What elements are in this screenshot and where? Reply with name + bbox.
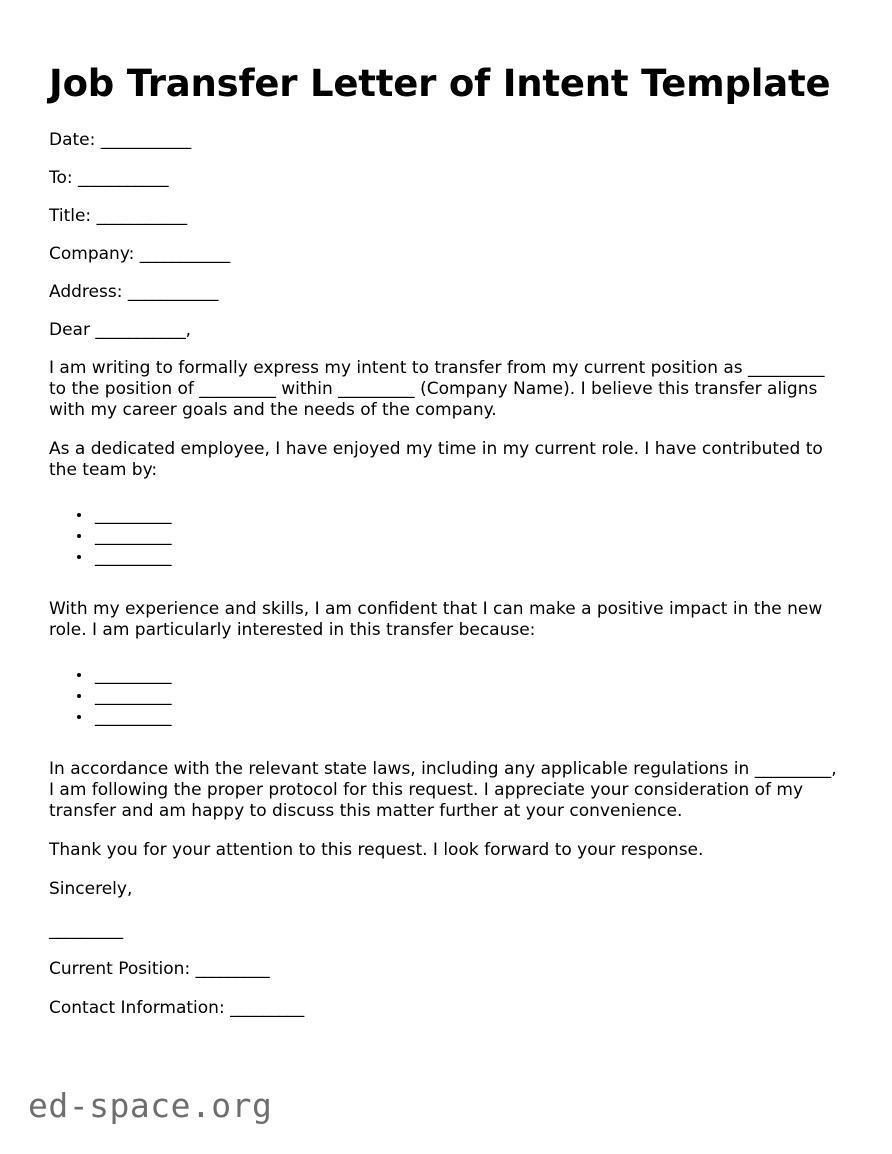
field-row-address [49,282,845,303]
current-position-label: Current Position: [49,959,191,979]
bullet-list-contributions [49,505,845,567]
bullet-list-reasons [49,665,845,727]
paragraph-skills-intro: With my experience and skills, I am confident that I can make a positive impact in the new role. I am particularly interested in this transfer because: [49,599,823,640]
contact-information-row [49,998,845,1019]
field-row-title [49,206,845,227]
spacer [49,497,845,505]
field-row-to [49,168,845,189]
paragraph-contributions-intro: As a dedicated employee, I have enjoyed my time in my current role. I have contributed to the team by: [49,439,823,480]
list-item[interactable]: _________ [49,707,845,727]
document-content [49,0,845,1037]
field-row-company [49,244,845,265]
current-position-row [49,959,845,980]
list-item[interactable]: _________ [49,505,845,525]
field-label-title: Title: [49,206,92,226]
field-row-date [49,130,845,151]
list-item[interactable]: _________ [49,686,845,706]
field-label-company: Company: [49,244,135,264]
spacer [49,657,845,665]
signature-blank[interactable]: _________ [49,920,123,940]
paragraph-state-laws: In accordance with the relevant state laws, including any applicable regulations in _________, I am following the proper protocol for this request. I appreciate your consideration of my transfer and am happy to discuss this matter further at your convenience. [49,759,837,821]
current-position-blank[interactable]: _________ [195,959,270,979]
paragraph-intent: I am writing to formally express my intent to transfer from my current position as _________ to the position of _________ within _________ (Company Name). I believe this transfer aligns with my career goals and the needs of the company. [49,358,825,420]
field-blank-address[interactable]: ___________ [127,282,219,302]
spacer [49,585,845,599]
field-blank-title[interactable]: ___________ [96,206,187,226]
header-fields [49,130,845,341]
list-item[interactable]: _________ [49,526,845,546]
field-blank-date[interactable]: ___________ [100,130,191,150]
field-suffix-dear: , [185,320,191,340]
closing-salutation: Sincerely, [49,879,133,899]
paragraph-thank-you: Thank you for your attention to this request. I look forward to your response. [49,840,704,860]
field-label-address: Address: [49,282,123,302]
field-label-date: Date: [49,130,96,150]
contact-information-blank[interactable]: _________ [230,998,304,1018]
site-watermark: ed-space.org [28,1086,273,1125]
field-blank-company[interactable]: ___________ [139,244,230,264]
field-label-to: To: [49,168,73,188]
spacer [49,745,845,759]
field-blank-to[interactable]: ___________ [78,168,169,188]
field-label-dear: Dear [49,320,90,340]
list-item[interactable]: _________ [49,665,845,685]
page-title: Job Transfer Letter of Intent Template [49,62,831,105]
list-item[interactable]: _________ [49,547,845,567]
field-row-salutation [49,320,845,341]
contact-information-label: Contact Information: [49,998,225,1018]
field-blank-dear[interactable]: ___________ [95,320,186,340]
